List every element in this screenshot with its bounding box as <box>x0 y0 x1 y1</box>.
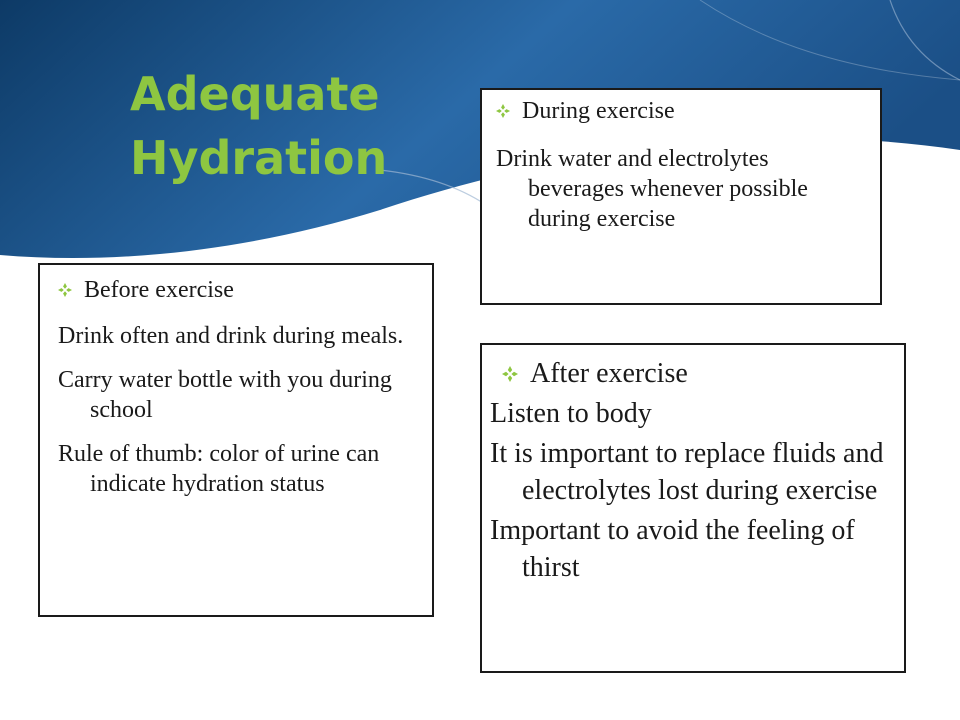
during-exercise-box <box>480 88 882 305</box>
after-exercise-heading: After exercise <box>530 358 688 389</box>
during-exercise-item: Drink water and electrolytes beverages whenever possible during exercise <box>496 146 808 232</box>
after-exercise-item: Important to avoid the feeling of thirst <box>490 515 855 583</box>
before-exercise-heading-row <box>58 275 422 305</box>
after-exercise-box <box>480 343 906 673</box>
during-exercise-heading: During exercise <box>522 98 675 124</box>
slide-title-line2: Hydration <box>130 131 388 185</box>
slide-title-line1: Adequate <box>130 67 380 121</box>
during-exercise-heading-row <box>496 96 870 126</box>
before-exercise-item: Drink often and drink during meals. <box>58 323 404 349</box>
after-exercise-heading-row <box>490 355 896 392</box>
before-exercise-heading: Before exercise <box>84 277 234 303</box>
before-exercise-item: Rule of thumb: color of urine can indicate hydration status <box>58 441 380 497</box>
diamond-bullet-icon <box>502 366 518 382</box>
before-exercise-box <box>38 263 434 617</box>
after-exercise-item: It is important to replace fluids and electrolytes lost during exercise <box>490 438 884 506</box>
slide-title <box>130 62 460 190</box>
before-exercise-item: Carry water bottle with you during school <box>58 367 392 423</box>
diamond-bullet-icon <box>58 283 72 297</box>
after-exercise-item: Listen to body <box>490 398 652 429</box>
diamond-bullet-icon <box>496 104 510 118</box>
